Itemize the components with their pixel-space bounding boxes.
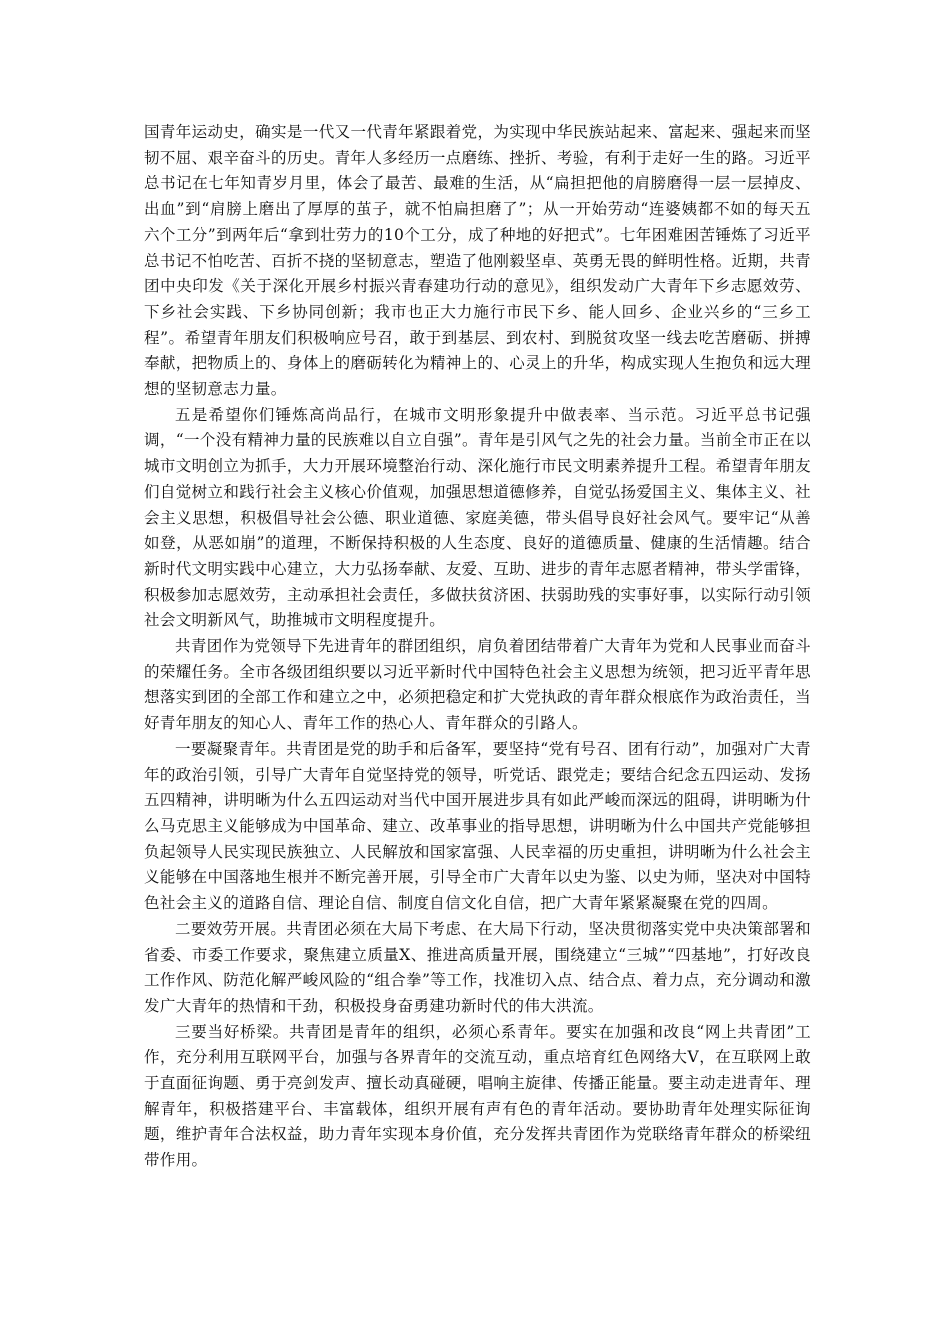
- paragraph-1: 国青年运动史，确实是一代又一代青年紧跟着党，为实现中华民族站起来、富起来、强起来而坚韧不屈、艰辛奋斗的历史。青年人多经历一点磨练、挫折、考验，有利于走好一生的路。习近平总书记在七年知青岁月里，体会了最苦、最难的生活，从“扁担把他的肩膀磨得一层一层掉皮、出血”到“肩膀上磨出了厚厚的茧子，就不怕扁担磨了”；从一开始劳动“连婆姨都不如的每天五六个工分”到两年后“拿到壮劳力的10个工分，成了种地的好把式”。七年困难困苦锤炼了习近平总书记不怕吃苦、百折不挠的坚韧意志，塑造了他刚毅坚卓、英勇无畏的鲜明性格。近期，共青团中央印发《关于深化开展乡村振兴青春建功行动的意见》，组织发动广大青年下乡志愿效劳、下乡社会实践、下乡协同创新；我市也正大力施行市民下乡、能人回乡、企业兴乡的“三乡工程”。希望青年朋友们积极响应号召，敢于到基层、到农村、到脱贫攻坚一线去吃苦磨砺、拼搏奉献，把物质上的、身体上的磨砺转化为精神上的、心灵上的升华，构成实现人生抱负和远大理想的坚韧意志力量。: [144, 123, 811, 399]
- paragraph-5: 二要效劳开展。共青团必须在大局下考虑、在大局下行动，坚决贯彻落实党中央决策部署和省委、市委工作要求，聚焦建立质量X、推进高质量开展，围绕建立“三城”“四基地”，打好改良工作作风、防范化解严峻风险的“组合拳”等工作，找准切入点、结合点、着力点，充分调动和激发广大青年的热情和干劲，积极投身奋勇建功新时代的伟大洪流。: [144, 919, 811, 1015]
- paragraph-6: 三要当好桥梁。共青团是青年的组织，必须心系青年。要实在加强和改良“网上共青团”工作，充分利用互联网平台，加强与各界青年的交流互动，重点培育红色网络大V，在互联网上敢于直面征询题、勇于亮剑发声、擅长动真碰硬，唱响主旋律、传播正能量。要主动走进青年、理解青年，积极搭建平台、丰富载体，组织开展有声有色的青年活动。要协助青年处理实际征询题，维护青年合法权益，助力青年实现本身价值，充分发挥共青团作为党联络青年群众的桥梁纽带作用。: [144, 1022, 811, 1170]
- paragraph-2: 五是希望你们锤炼高尚品行，在城市文明形象提升中做表率、当示范。习近平总书记强调，“一个没有精神力量的民族难以自立自强”。青年是引风气之先的社会力量。当前全市正在以城市文明创立为抓手，大力开展环境整治行动、深化施行市民文明素养提升工程。希望青年朋友们自觉树立和践行社会主义核心价值观，加强思想道德修养，自觉弘扬爱国主义、集体主义、社会主义思想，积极倡导社会公德、职业道德、家庭美德，带头倡导良好社会风气。要牢记“从善如登，从恶如崩”的道理，不断保持积极的人生态度、良好的道德质量、健康的生活情趣。结合新时代文明实践中心建立，大力弘扬奉献、友爱、互助、进步的青年志愿者精神，带头学雷锋，积极参加志愿效劳，主动承担社会责任，多做扶贫济困、扶弱助残的实事好事，以实际行动引领社会文明新风气，助推城市文明程度提升。: [144, 405, 811, 630]
- paragraph-4: 一要凝聚青年。共青团是党的助手和后备军，要坚持“党有号召、团有行动”，加强对广大青年的政治引领，引导广大青年自觉坚持党的领导，听党话、跟党走；要结合纪念五四运动、发扬五四精神，讲明晰为什么五四运动对当代中国开展进步具有如此严峻而深远的阻碍，讲明晰为什么马克思主义能够成为中国革命、建立、改革事业的指导思想，讲明晰为什么中国共产党能够担负起领导人民实现民族独立、人民解放和国家富强、人民幸福的历史重担，讲明晰为什么社会主义能够在中国落地生根并不断完善开展，引导全市广大青年以史为鉴、以史为师，坚决对中国特色社会主义的道路自信、理论自信、制度自信文化自信，把广大青年紧紧凝聚在党的四周。: [144, 739, 811, 913]
- paragraph-3: 共青团作为党领导下先进青年的群团组织，肩负着团结带着广大青年为党和人民事业而奋斗的荣耀任务。全市各级团组织要以习近平新时代中国特色社会主义思想为统领，把习近平青年思想落实到团的全部工作和建立之中，必须把稳定和扩大党执政的青年群众根底作为政治责任，当好青年朋友的知心人、青年工作的热心人、青年群众的引路人。: [144, 637, 811, 733]
- document-body: [144, 120, 811, 1174]
